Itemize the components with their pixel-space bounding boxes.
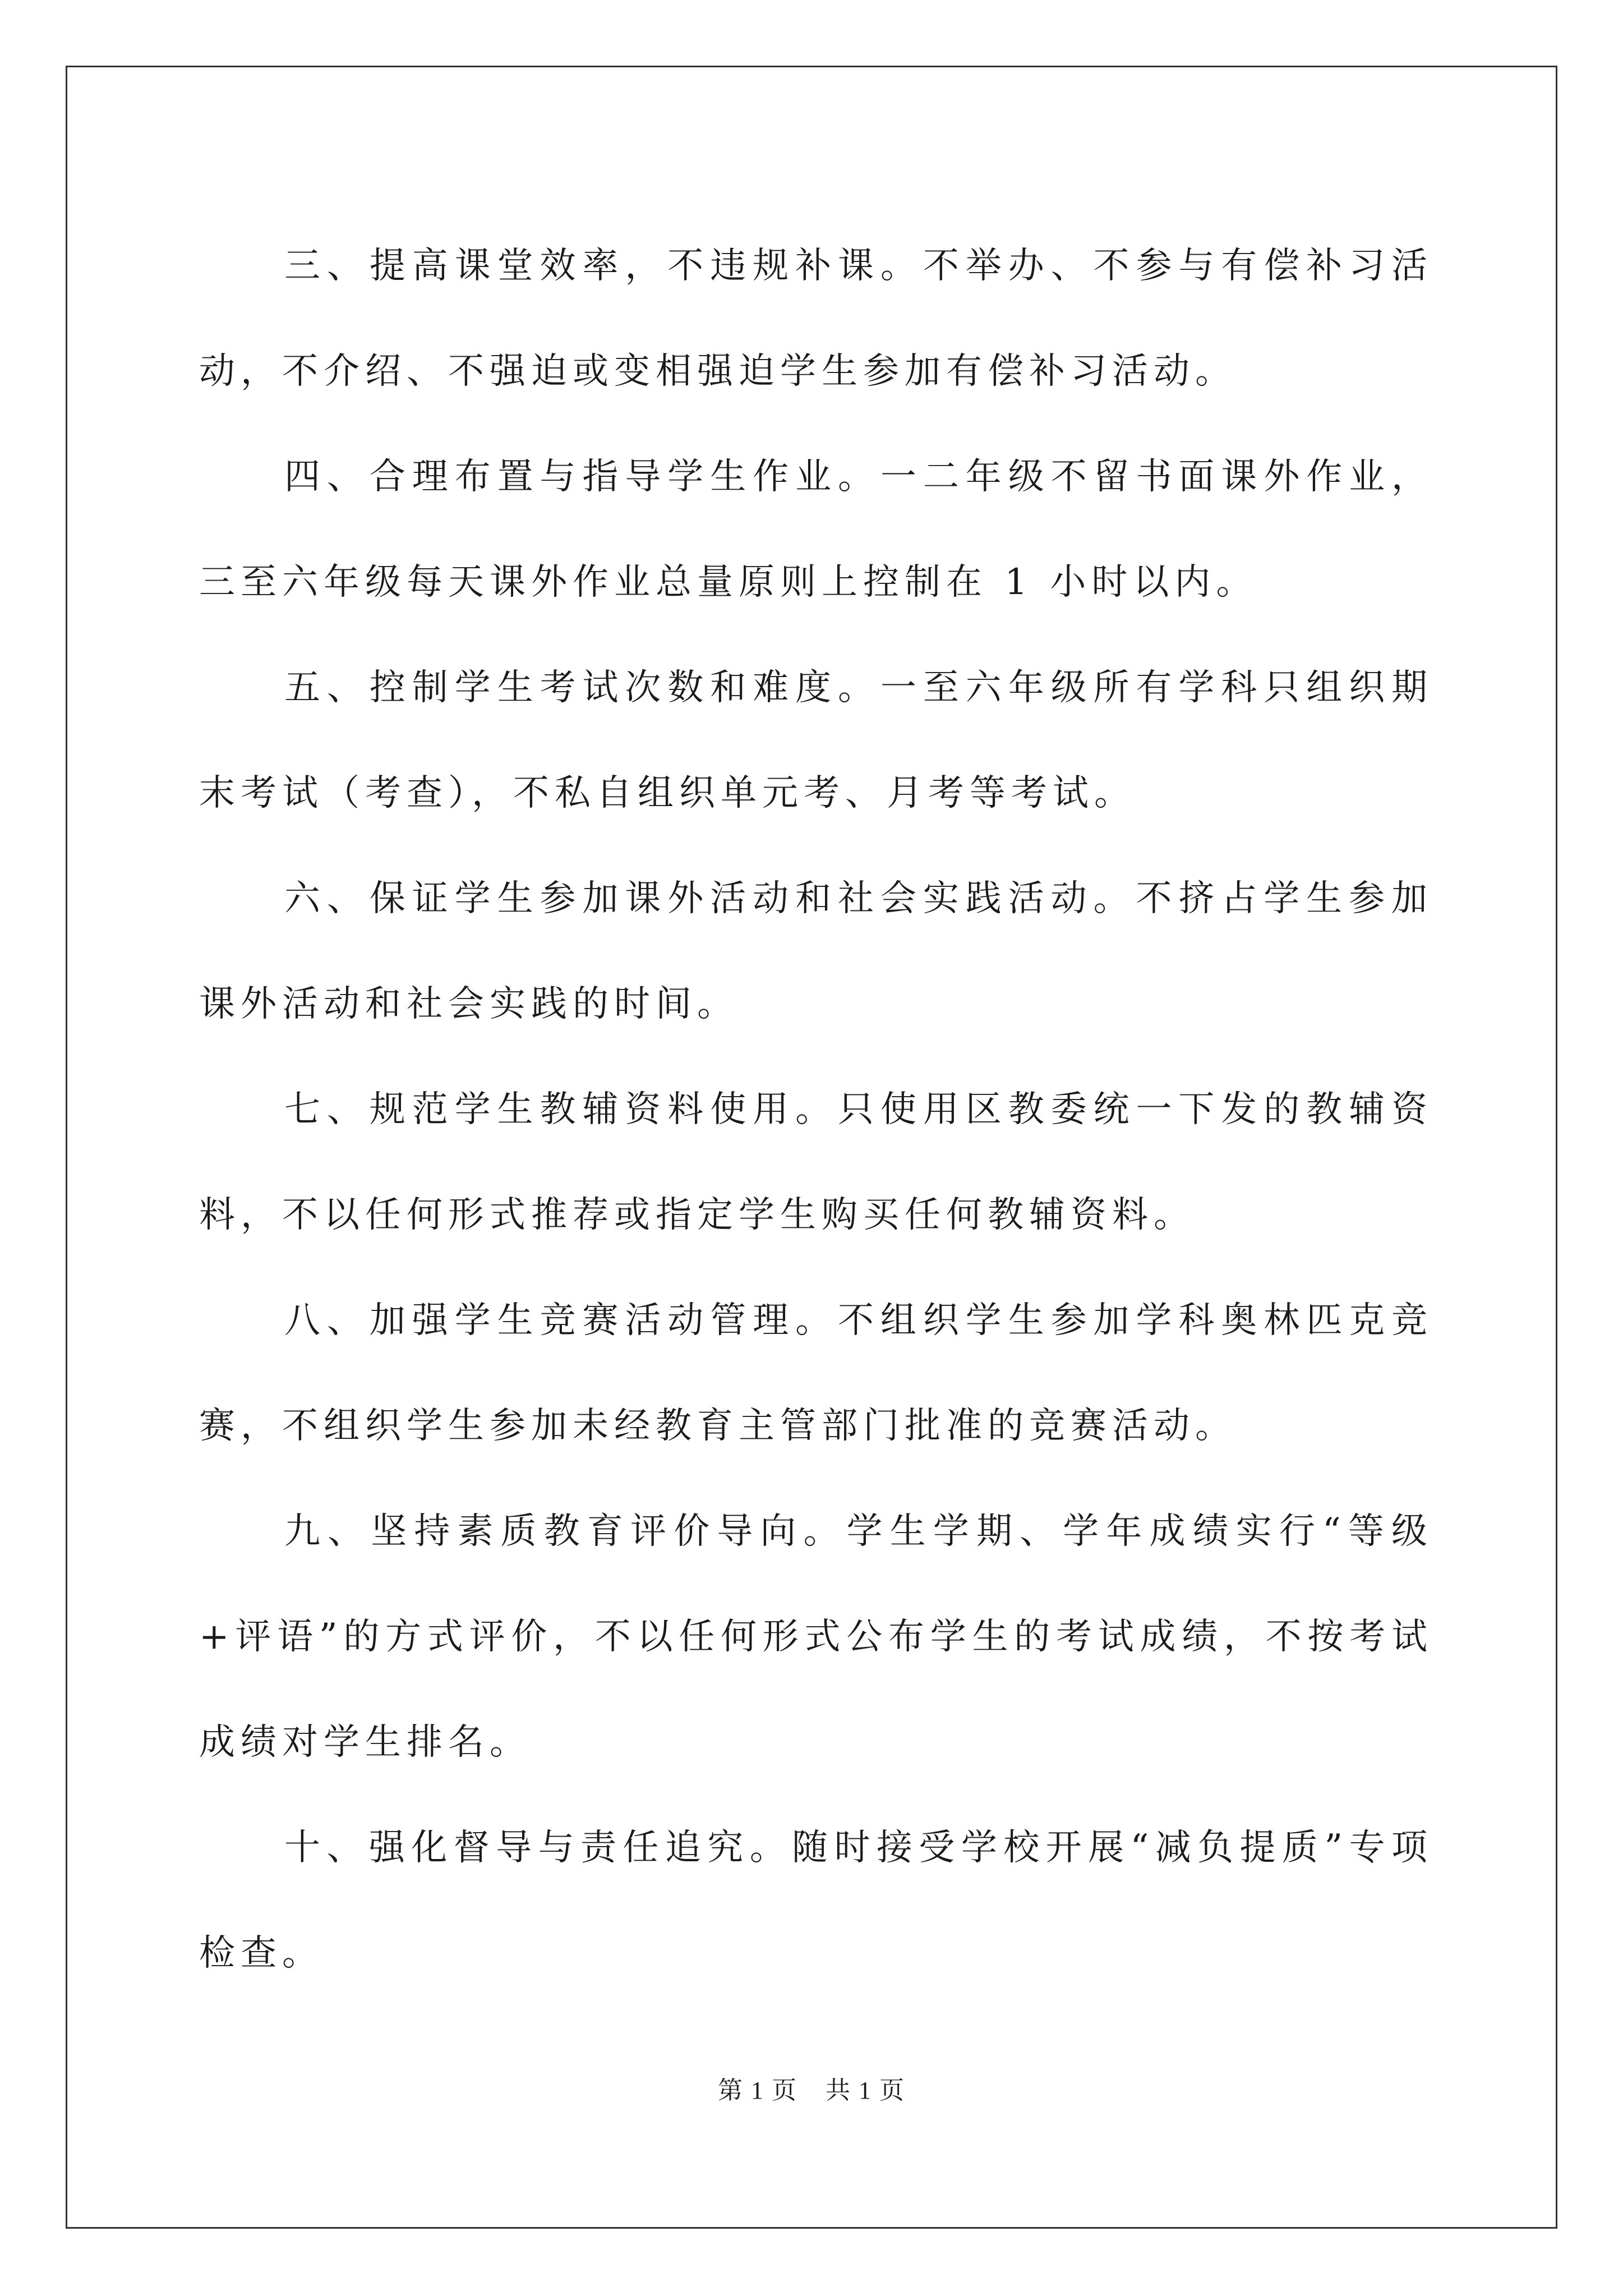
page-total: 共 1 页 <box>826 2077 905 2104</box>
page-footer <box>0 2070 1623 2106</box>
document-body <box>199 213 1433 2006</box>
paragraph-7: 七、规范学生教辅资料使用。只使用区教委统一下发的教辅资料，不以任何形式推荐或指定学生购买任何教辅资料。 <box>199 1089 1433 1236</box>
paragraph-5: 五、控制学生考试次数和难度。一至六年级所有学科只组织期末考试（考查），不私自组织单元考、月考等考试。 <box>199 667 1433 814</box>
page-number: 第 1 页 <box>718 2077 797 2104</box>
paragraph-8: 八、加强学生竞赛活动管理。不组织学生参加学科奥林匹克竞赛，不组织学生参加未经教育主管部门批准的竞赛活动。 <box>199 1300 1433 1447</box>
paragraph-9: 九、坚持素质教育评价导向。学生学期、学年成绩实行“等级+评语”的方式评价，不以任何形式公布学生的考试成绩，不按考试成绩对学生排名。 <box>199 1511 1433 1763</box>
paragraph-4: 四、合理布置与指导学生作业。一二年级不留书面课外作业，三至六年级每天课外作业总量原则上控制在 1 小时以内。 <box>199 456 1433 603</box>
paragraph-10: 十、强化督导与责任追究。随时接受学校开展“减负提质”专项检查。 <box>199 1827 1433 1974</box>
paragraph-6: 六、保证学生参加课外活动和社会实践活动。不挤占学生参加课外活动和社会实践的时间。 <box>199 878 1433 1025</box>
paragraph-3: 三、提高课堂效率，不违规补课。不举办、不参与有偿补习活动，不介绍、不强迫或变相强迫学生参加有偿补习活动。 <box>199 245 1433 392</box>
